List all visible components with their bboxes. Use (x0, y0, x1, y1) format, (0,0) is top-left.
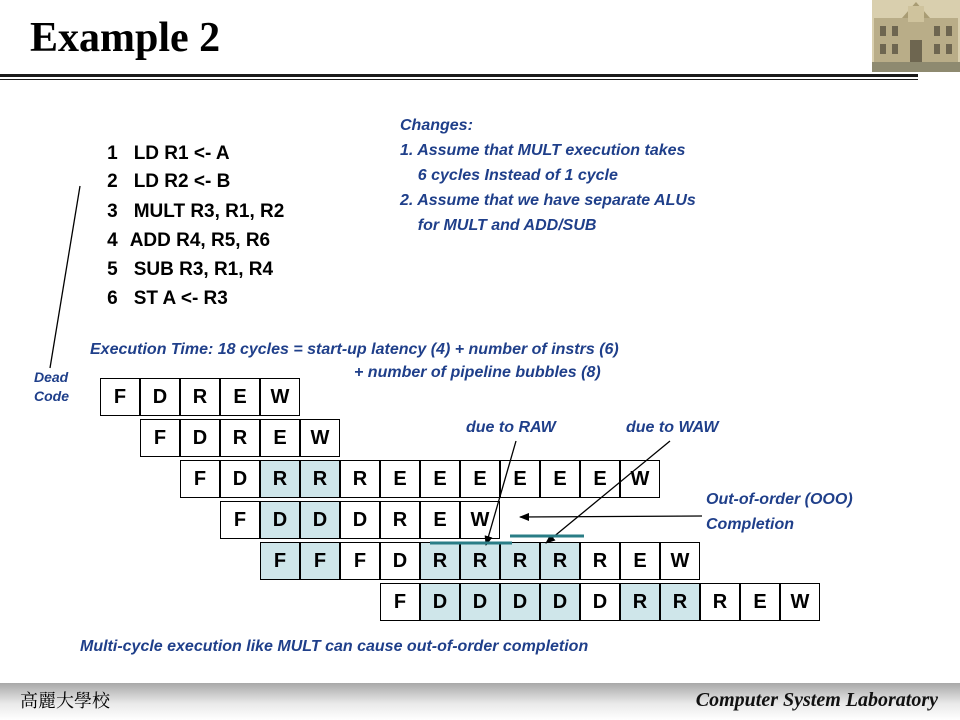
dead-code-arrow (50, 186, 80, 368)
changes-heading: Changes: (400, 117, 473, 134)
pipeline-stage-cell: W (300, 419, 340, 457)
pipeline-stage-cell: D (340, 501, 380, 539)
pipeline-stage-cell: D (300, 501, 340, 539)
pipeline-stage-cell: E (500, 460, 540, 498)
pipeline-stage-cell: E (540, 460, 580, 498)
instruction-text: LD R1 <- A (133, 143, 230, 164)
pipeline-stage-cell: R (260, 460, 300, 498)
pipeline-stage-cell: D (420, 583, 460, 621)
instruction-text: SUB R3, R1, R4 (133, 259, 274, 280)
changes-line: 6 cycles Instead of 1 cycle (400, 167, 618, 184)
pipeline-stage-cell: R (380, 501, 420, 539)
pipeline-stage-cell: E (620, 542, 660, 580)
pipeline-stage-cell: D (460, 583, 500, 621)
pipeline-stage-cell: W (660, 542, 700, 580)
pipeline-stage-cell: F (100, 378, 140, 416)
pipeline-stage-cell: R (340, 460, 380, 498)
pipeline-stage-cell: D (180, 419, 220, 457)
pipeline-stage-cell: E (260, 419, 300, 457)
pipeline-stage-cell: D (260, 501, 300, 539)
raw-label: due to RAW (466, 419, 556, 436)
pipeline-stage-cell: F (180, 460, 220, 498)
pipeline-stage-cell: E (460, 460, 500, 498)
pipeline-stage-cell: E (580, 460, 620, 498)
pipeline-stage-cell: R (700, 583, 740, 621)
dead-code-label: Code (34, 388, 69, 404)
pipeline-stage-cell: W (780, 583, 820, 621)
instruction-text: ADD R4, R5, R6 (129, 230, 271, 251)
pipeline-stage-cell: R (660, 583, 700, 621)
ooo-arrow (520, 516, 702, 517)
pipeline-stage-cell: D (540, 583, 580, 621)
pipeline-stage-cell: E (380, 460, 420, 498)
caption: Multi-cycle execution like MULT can cause out-of-order completion (80, 638, 589, 655)
pipeline-stage-cell: R (220, 419, 260, 457)
changes-line: for MULT and ADD/SUB (400, 217, 597, 234)
pipeline-stage-cell: E (420, 460, 460, 498)
instruction-number: 2 (107, 171, 118, 192)
instruction-number: 4 (107, 230, 118, 251)
pipeline-stage-cell: R (300, 460, 340, 498)
raw-arrow (486, 441, 516, 545)
pipeline-stage-cell: W (460, 501, 500, 539)
ooo-label: Completion (706, 516, 794, 533)
pipeline-stage-cell: R (620, 583, 660, 621)
execution-time-line1: Execution Time: 18 cycles = start-up latency (4) + number of instrs (6) (90, 341, 619, 358)
pipeline-stage-cell: F (380, 583, 420, 621)
changes-line: 2. Assume that we have separate ALUs (400, 192, 696, 209)
pipeline-stage-cell: R (580, 542, 620, 580)
pipeline-stage-cell: R (180, 378, 220, 416)
pipeline-stage-cell: F (260, 542, 300, 580)
pipeline-stage-cell: R (500, 542, 540, 580)
pipeline-stage-cell: E (220, 378, 260, 416)
pipeline-stage-cell: R (460, 542, 500, 580)
instruction-number: 6 (107, 288, 118, 309)
dead-code-label: Dead (34, 369, 69, 385)
lab-name: Computer System Laboratory (695, 689, 938, 711)
pipeline-stage-cell: F (140, 419, 180, 457)
pipeline-stage-cell: R (540, 542, 580, 580)
instruction-text: LD R2 <- B (133, 171, 231, 192)
pipeline-stage-cell: W (620, 460, 660, 498)
instruction-text: ST A <- R3 (133, 288, 228, 309)
university-name: 高麗大學校 (20, 691, 110, 712)
pipeline-stage-cell: F (300, 542, 340, 580)
pipeline-stage-cell: D (380, 542, 420, 580)
pipeline-stage-cell: F (340, 542, 380, 580)
instruction-number: 5 (107, 259, 118, 280)
pipeline-stage-cell: R (420, 542, 460, 580)
waw-arrow (546, 441, 670, 543)
instruction-number: 3 (107, 201, 118, 222)
pipeline-stage-cell: E (740, 583, 780, 621)
pipeline-stage-cell: F (220, 501, 260, 539)
changes-line: 1. Assume that MULT execution takes (400, 142, 686, 159)
waw-label: due to WAW (626, 419, 719, 436)
ooo-label: Out-of-order (OOO) (706, 491, 853, 508)
pipeline-stage-cell: D (500, 583, 540, 621)
pipeline-stage-cell: D (580, 583, 620, 621)
pipeline-stage-cell: D (220, 460, 260, 498)
pipeline-stage-cell: E (420, 501, 460, 539)
execution-time-line2: + number of pipeline bubbles (8) (354, 364, 601, 381)
pipeline-stage-cell: D (140, 378, 180, 416)
pipeline-stage-cell: W (260, 378, 300, 416)
instruction-text: MULT R3, R1, R2 (133, 201, 285, 222)
instruction-number: 1 (107, 143, 118, 164)
page-title: Example 2 (30, 15, 221, 61)
